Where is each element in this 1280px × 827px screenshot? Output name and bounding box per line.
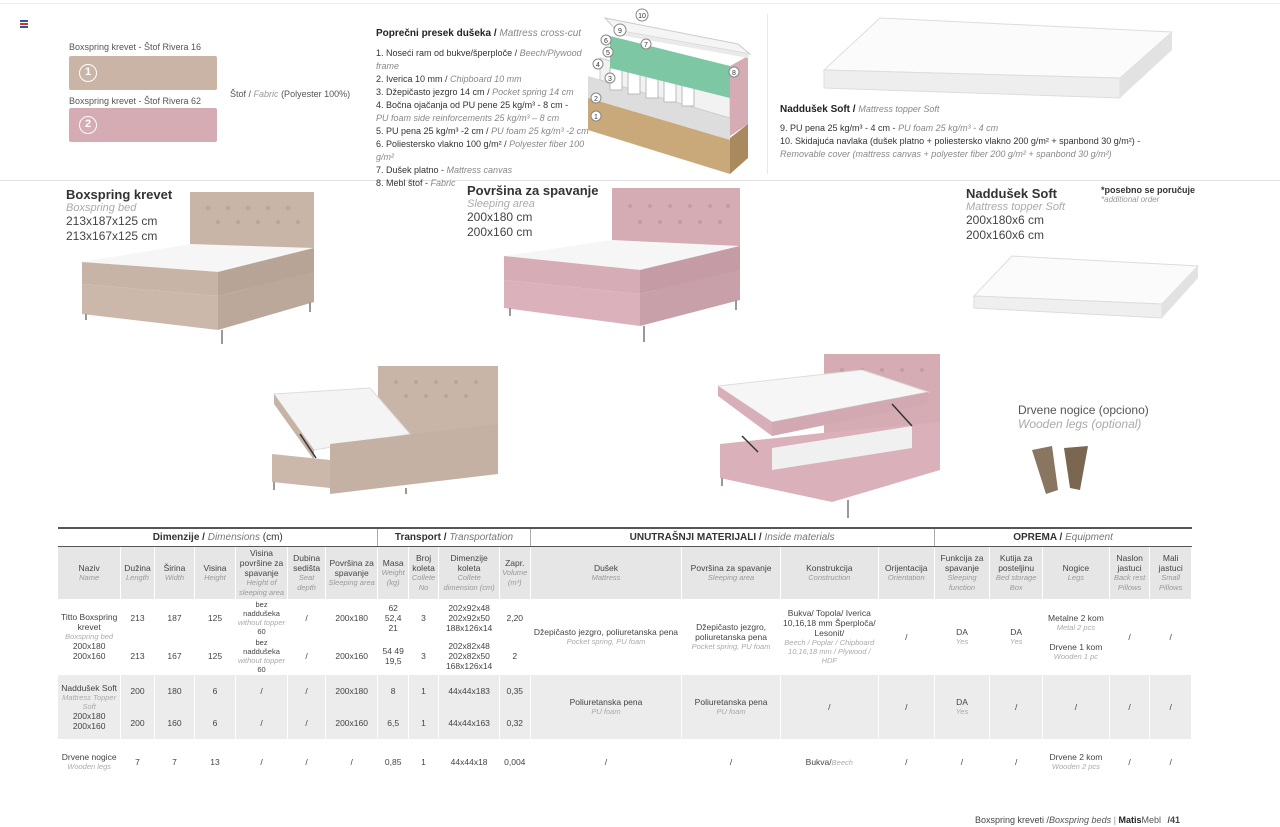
col-name: Naziv Name [58,546,121,599]
table-cell: / [1109,739,1150,785]
col-box: Kutija za posteljinu Bed storage Box [990,546,1043,599]
cs-num: 10 [638,13,646,20]
cs-num: 9 [618,28,622,35]
cs-num: 7 [644,42,648,49]
table-cell: / [990,675,1043,739]
col-sleep-height: Visina površine za spavanje Height of sleeping area [235,546,288,599]
table-cell: 125 [195,599,236,637]
table-cell: 187 [154,599,195,637]
table-cell: / [780,675,878,739]
table-cell: / [1042,675,1109,739]
table-cell: 200x160 [325,637,378,675]
table-cell: / [1150,599,1192,675]
table-cell: / [288,599,325,637]
table-cell: 6 [195,675,236,707]
specifications-table [58,527,1192,785]
cell-name: Drvene nogice Wooden legs [58,739,121,785]
col-weight: Masa Weight (kg) [378,546,408,599]
table-cell: 213 [121,599,154,637]
cs-num: 6 [604,38,608,45]
table-cell: / [235,675,288,707]
fabric-label-1: Boxspring krevet - Štof Rivera 16 [69,42,202,52]
col-collete: Broj koleta Collete No [408,546,438,599]
col-sleep-area-material: Površina za spavanje Sleeping area [682,546,780,599]
fabric-swatch-rivera-62[interactable] [69,108,217,142]
cell-name: Titto Boxspring krevet Boxspring bed 200x180 200x160 [58,599,121,675]
table-cell: / [1150,675,1192,739]
swatch-number-2: 2 [79,116,97,134]
table-cell: 44x44x163 [439,707,500,739]
table-cell: 7 [154,739,195,785]
cross-section-list [376,47,596,190]
table-cell: / [990,739,1043,785]
col-legs: Nogice Legs [1042,546,1109,599]
section-divider [0,180,1280,181]
table-cell: / [235,707,288,739]
table-cell: 8 [378,675,408,707]
table-row [58,739,1192,785]
table-cell: 62 52,4 21 [378,599,408,637]
layer-item: 4. Bočna ojačanja od PU pene 25 kg/m³ - 8 cm - [376,100,569,110]
bed-open-beige-image [270,364,502,494]
table-cell: 0,004 [500,739,531,785]
bed-image-beige [78,188,323,348]
col-mattress: Dušek Mattress [530,546,682,599]
table-cell: 202x92x48 202x92x50 188x126x14 [439,599,500,637]
table-cell: Bukva/ Topola/ Iverica 10,16,18 mm Šperploča/ Lesonit/ Beech / Poplar / Chipboard 10,16,18 mm / Plywood / HDF [780,599,878,675]
topper-info-title: Naddušek Soft / Mattress topper Soft [780,104,940,115]
table-cell: 6,5 [378,707,408,739]
table-cell: Metalne 2 kom Metal 2 pcs Drvene 1 kom Wooden 1 pc [1042,599,1109,675]
table-row [58,599,1192,637]
table-cell: bez naddušeka without topper 60 [235,599,288,637]
wooden-legs-image [1030,444,1094,496]
col-orientation: Orijentacija Orientation [878,546,934,599]
table-cell: 3 [408,637,438,675]
language-flag-icon[interactable] [20,20,28,28]
table-cell: / [288,637,325,675]
bed-heading: Boxspring krevet Boxspring bed 213x187x125 cm 213x167x125 cm [66,187,173,243]
legs-heading: Drvene nogice (opciono) Wooden legs (optional) [1018,403,1149,431]
top-divider [0,3,1280,4]
col-construction: Konstrukcija Construction [780,546,878,599]
col-small-pillows: Mali jastuci Small Pillows [1150,546,1192,599]
col-collete-dim: Dimenzije koleta Collete dimension (cm) [439,546,500,599]
table-cell: Drvene 2 kom Wooden 2 pcs [1042,739,1109,785]
layer-item: 5. PU pena 25 kg/m³ -2 cm / PU foam 25 kg/m³ -2 cm [376,126,589,136]
table-cell: 213 [121,637,154,675]
table-cell: / [878,599,934,675]
page-number: /41 [1167,815,1181,825]
layer-item: PU foam side reinforcements 25 kg/m³ – 8 cm [376,113,560,123]
table-cell: Poliuretanska pena PU foam [682,675,780,739]
table-cell: 0,32 [500,707,531,739]
cs-num: 8 [732,70,736,77]
table-cell: / [288,707,325,739]
table-cell: 200x160 [325,707,378,739]
group-transport: Transport / Transportation [378,528,530,546]
table-cell: Bukva/Beech [780,739,878,785]
table-cell: DA Yes [934,675,990,739]
col-sleep-area: Površina za spavanje Sleeping area [325,546,378,599]
table-cell: DA Yes [934,599,990,675]
table-cell: / [530,739,682,785]
vertical-divider [767,14,768,174]
table-cell: 200 [121,675,154,707]
table-cell: / [878,739,934,785]
additional-order-note: *posebno se poručuje *additional order [1101,185,1196,204]
table-cell: DA Yes [990,599,1043,675]
table-cell: / [235,739,288,785]
layer-item: 1. Noseći ram od bukve/šperploče / Beech/Plywood frame [376,48,582,71]
group-dimensions: Dimenzije / Dimensions (cm) [58,528,378,546]
layer-item: 7. Dušek platno - Mattress canvas [376,165,513,175]
table-cell: / [934,739,990,785]
table-column-header [58,546,1192,599]
fabric-type: Štof / Fabric (Polyester 100%) [230,89,351,99]
table-cell: 2,20 [500,599,531,637]
brand-logo: Matis [1118,815,1142,825]
table-cell: 54 49 19,5 [378,637,408,675]
col-width: Širina Width [154,546,195,599]
table-cell: / [878,675,934,739]
table-cell: / [1109,599,1150,675]
layer-item: 8. Mebl štof - Fabric [376,178,456,188]
table-cell: 200x180 [325,675,378,707]
table-cell: 1 [408,739,438,785]
table-cell: 44x44x18 [439,739,500,785]
table-cell: 6 [195,707,236,739]
table-cell: / [288,739,325,785]
fabric-label-2: Boxspring krevet - Štof Rivera 62 [69,96,202,106]
table-cell: 13 [195,739,236,785]
table-cell: / [682,739,780,785]
table-cell: 3 [408,599,438,637]
table-cell: 1 [408,675,438,707]
layer-item: 3. Džepičasto jezgro 14 cm / Pocket spring 14 cm [376,87,574,97]
bed-image-pink [500,186,745,346]
table-cell: 0,35 [500,675,531,707]
table-cell: / [325,739,378,785]
table-cell: 202x82x48 202x82x50 168x126x14 [439,637,500,675]
table-cell: Džepičasto jezgro, poliuretanska pena Pocket spring, PU foam [682,599,780,675]
col-function: Funkcija za spavanje Sleeping function [934,546,990,599]
table-cell: / [1150,739,1192,785]
group-equipment: OPREMA / Equipment [934,528,1191,546]
table-cell: 7 [121,739,154,785]
table-cell: 167 [154,637,195,675]
table-cell: 44x44x183 [439,675,500,707]
topper-info-list: 9. PU pena 25 kg/m³ - 4 cm - PU foam 25 kg/m³ - 4 cm 10. Skidajuća navlaka (dušek platno + poliestersko vlakno 200 g/m² + spanbond 30 g/m²) - Removable cover (mattress canvas + polyester fiber 200 g/m² + spanbond 30 g/m²) [780,123,1141,159]
table-cell: 2 [500,637,531,675]
topper-small-image [972,254,1200,324]
table-cell: 180 [154,675,195,707]
bed-open-pink-image [712,352,944,522]
cs-num: 4 [596,62,600,69]
group-materials: UNUTRAŠNJI MATERIJALI / Inside materials [530,528,934,546]
cs-num: 5 [606,50,610,57]
table-group-header [58,528,1192,546]
cs-num: 3 [608,76,612,83]
layer-item: 2. Iverica 10 mm / Chipboard 10 mm [376,74,522,84]
col-volume: Zapr. Volume (m³) [500,546,531,599]
table-cell: bez naddušeka without topper 60 [235,637,288,675]
table-cell: 200 [121,707,154,739]
swatch-number-1: 1 [79,64,97,82]
table-cell: / [288,675,325,707]
table-cell: Džepičasto jezgro, poliuretanska pena Pocket spring, PU foam [530,599,682,675]
cs-num: 1 [594,114,598,121]
cs-num: 2 [594,96,598,103]
sleep-area-heading: Površina za spavanje Sleeping area 200x180 cm 200x160 cm [467,183,599,239]
layer-item: 6. Poliestersko vlakno 100 g/m² / Polyester fiber 100 g/m² [376,139,585,162]
cell-name: Naddušek Soft Mattress Topper Soft 200x180 200x160 [58,675,121,739]
table-cell: Poliuretanska pena PU foam [530,675,682,739]
col-back-pillows: Naslon jastuci Back rest Pillows [1109,546,1150,599]
table-cell: 1 [408,707,438,739]
fabric-swatch-rivera-16[interactable] [69,56,217,90]
mattress-cross-section-image [580,6,760,176]
col-seat-depth: Dubina sedišta Seat depth [288,546,325,599]
table-row [58,675,1192,707]
page-footer: Boxspring kreveti /Boxspring beds | MatisMebl /41 [975,815,1181,825]
topper-heading: Naddušek Soft Mattress topper Soft 200x180x6 cm 200x160x6 cm [966,186,1066,242]
col-length: Dužina Length [121,546,154,599]
table-cell: 0,85 [378,739,408,785]
table-cell: / [1109,675,1150,739]
col-height: Visina Height [195,546,236,599]
table-cell: 200x180 [325,599,378,637]
cross-section-title: Poprečni presek dušeka / Mattress cross-cut [376,28,582,39]
table-cell: 125 [195,637,236,675]
table-cell: 160 [154,707,195,739]
